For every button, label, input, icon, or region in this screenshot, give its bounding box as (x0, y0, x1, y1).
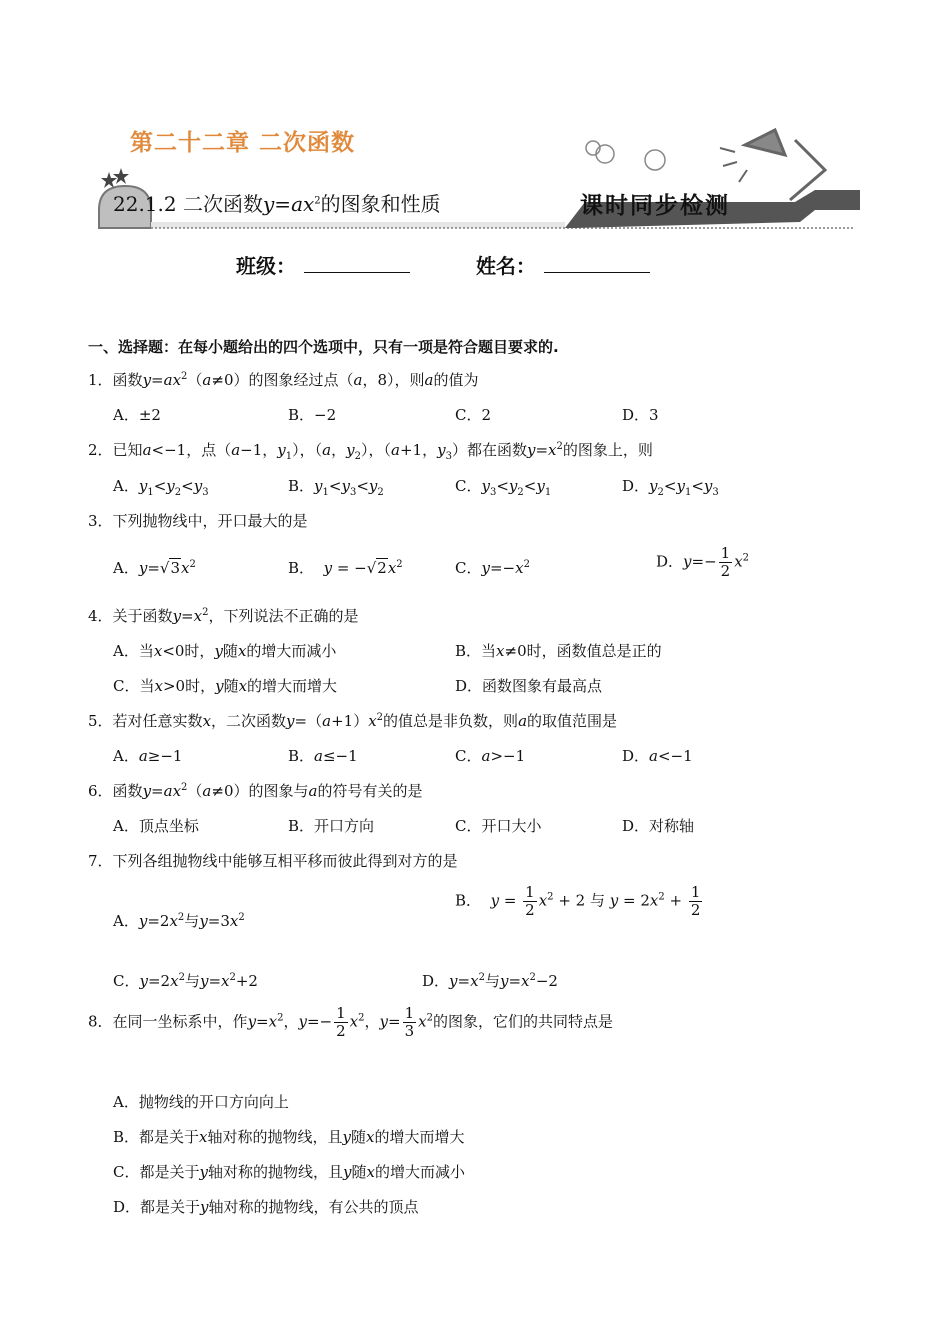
q6-option-b[interactable]: B．开口方向 (288, 817, 375, 835)
q6-option-d[interactable]: D．对称轴 (622, 817, 695, 835)
name-blank[interactable] (544, 256, 650, 273)
q8-option-b[interactable]: B．都是关于x轴对称的抛物线，且y随x的增大而增大 (113, 1128, 465, 1146)
q1-option-a[interactable]: A．±2 (113, 406, 161, 424)
question-3: 3．下列抛物线中，开口最大的是 (88, 512, 308, 530)
sync-title: 课时同步检测 (580, 192, 730, 219)
question-8: 8．在同一坐标系中，作$y=x^2$，y=− $\frac{1}{2}$ $x^2$，y= $\frac{1}{3}$ $x^2$的图象，它们的共同特点是 (88, 1004, 613, 1040)
q5-option-a[interactable]: A．a≥−1 (113, 747, 183, 765)
q4-option-c[interactable]: C．当x>0时，y随x的增大而增大 (113, 677, 338, 695)
desk-lamp-icon (720, 130, 825, 200)
q8-option-c[interactable]: C．都是关于y轴对称的抛物线，且y随x的增大而减小 (113, 1163, 465, 1181)
q7-option-c[interactable]: C．$y=2x^2$与$y=x^2+2$ (113, 972, 258, 990)
q2-option-c[interactable]: C．$y_3<y_2<y_1$ (455, 477, 552, 498)
q8-option-a[interactable]: A．抛物线的开口方向向上 (113, 1093, 289, 1111)
q4-option-a[interactable]: A．当x<0时，y随x的增大而减小 (113, 642, 337, 660)
question-5: 5．若对任意实数x，二次函数$y=(a+1)x^2$的值总是非负数，则a的取值范围是 (88, 712, 618, 730)
name-label: 姓名： (475, 254, 536, 278)
q1-option-d[interactable]: D．3 (622, 406, 659, 424)
chapter-title: 第二十二章 二次函数 (130, 130, 356, 156)
q8-option-d[interactable]: D．都是关于y轴对称的抛物线，有公共的顶点 (113, 1198, 419, 1216)
q6-option-a[interactable]: A．顶点坐标 (113, 817, 199, 835)
q3-option-a[interactable]: A．$y=√3x^2$ (113, 559, 196, 577)
class-blank[interactable] (304, 256, 410, 273)
section-title: 22.1.2 二次函数$y=ax^2$的图象和性质 (113, 192, 441, 216)
q4-option-d[interactable]: D．函数图象有最高点 (455, 677, 603, 695)
section-heading: 一、选择题：在每小题给出的四个选项中，只有一项是符合题目要求的. (88, 338, 559, 356)
q2-option-b[interactable]: B．$y_1<y_3<y_2$ (288, 477, 384, 498)
q2-option-d[interactable]: D．$y_2<y_1<y_3$ (622, 477, 719, 498)
question-7: 7．下列各组抛物线中能够互相平移而彼此得到对方的是 (88, 852, 458, 870)
q3-option-d[interactable]: D．y=− $\frac{1}{2}$ $x^2$ (656, 544, 750, 580)
q6-option-c[interactable]: C．开口大小 (455, 817, 542, 835)
class-label: 班级： (236, 254, 296, 278)
q1-option-c[interactable]: C．2 (455, 406, 492, 424)
q5-option-c[interactable]: C．a>−1 (455, 747, 526, 765)
q3-option-b[interactable]: B． $y = -√2x^2$ (288, 559, 403, 577)
question-2: 2．已知a<−1，点（a−1，$y_1$），（a，$y_2$），（a+1，$y_3$）都在函数$y=x^2$的图象上，则 (88, 441, 653, 462)
question-1: 1．函数$y=ax^2(a\ne 0)$的图象经过点（a，8），则a的值为 (88, 371, 479, 389)
student-info (236, 250, 650, 279)
star-icon (113, 168, 129, 184)
q1-option-b[interactable]: B．−2 (288, 406, 337, 424)
q7-option-b[interactable]: B． y = $\frac{1}{2}$ $x^2 + 2$ 与 $y = 2x^2$ + $\frac{1}{2}$ (455, 883, 701, 919)
q5-option-d[interactable]: D．a<−1 (622, 747, 693, 765)
q7-option-a[interactable]: A．$y=2x^2$与$y=3x^2$ (113, 912, 245, 930)
question-4: 4．关于函数$y=x^2$，下列说法不正确的是 (88, 607, 359, 625)
q2-option-a[interactable]: A．$y_1<y_2<y_3$ (113, 477, 209, 498)
q4-option-b[interactable]: B．当x≠0时，函数值总是正的 (455, 642, 662, 660)
q3-option-c[interactable]: C．$y=-x^2$ (455, 559, 530, 577)
q5-option-b[interactable]: B．a≤−1 (288, 747, 358, 765)
q7-option-d[interactable]: D．$y=x^2$与$y=x^2-2$ (422, 972, 558, 990)
question-6: 6．函数$y=ax^2(a\ne 0)$的图象与a的符号有关的是 (88, 782, 423, 800)
